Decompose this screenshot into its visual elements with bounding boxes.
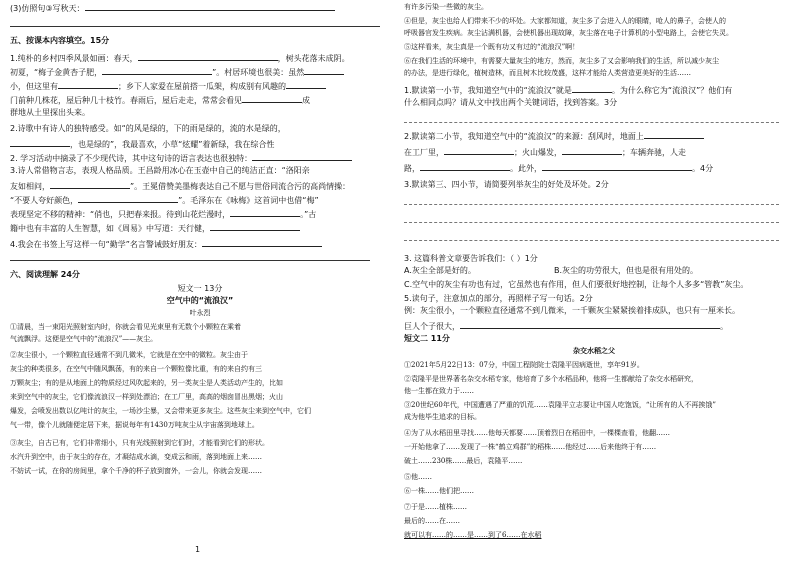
answer-rule[interactable]: [404, 122, 779, 123]
option-a[interactable]: A.灰尘全部是好的。: [404, 266, 476, 275]
reading-1-line: 水汽升到空中，由于灰尘的存在，才凝结成水滴，变成云和雨，落到地面上来……: [10, 453, 262, 461]
answer-blank[interactable]: [85, 2, 335, 11]
question-5-example: 例：灰尘很小，一个颗粒直径通常不到几微米，一千颗灰尘紧紧挨着排成队，也只有一厘米长。: [404, 306, 740, 315]
reading-1-line: 的办法，是进行绿化，植树造林，而且树木比较茂盛，这样才能给人类营造更美好的生活……: [404, 69, 691, 77]
answer-rule[interactable]: [10, 260, 370, 261]
question-2-line-3: 路， 。此外， 。4分: [404, 164, 714, 173]
reading-2-title: 杂交水稻之父: [573, 346, 615, 355]
reading-2-label: 短文二 11分: [404, 334, 450, 343]
answer-blank[interactable]: [252, 152, 352, 161]
para-5-line: 4.我会在书签上写这样一句“勤学”名言警诫鼓好朋友：: [10, 238, 322, 250]
reading-2-line: ④为了从水稻田里寻找……他每天都要……顶着烈日在稻田中，一棵棵查看，他翻……: [404, 429, 670, 437]
reading-2-line: ②袁隆平是世界著名杂交水稻专家，他培育了多个水稻品种，他将一生都献给了杂交水稻研究，: [404, 375, 698, 383]
reading-2-line: ③20世纪60年代，中国遭遇了严重的饥荒……袁隆平立志要让中国人吃饱饭，“让所有的人不再挨饿”: [404, 401, 716, 409]
answer-rule[interactable]: [404, 204, 779, 205]
section-5-title: 五、按课本内容填空。15分: [10, 36, 110, 45]
reading-1-line: ⑥在我们生活的环境中，有需要大量灰尘的地方，然而，灰尘多了又会影响我们的生活，所以减少灰尘: [404, 57, 719, 65]
answer-rule[interactable]: [404, 240, 779, 241]
reading-2-line: 最后的……在……: [404, 517, 460, 525]
reading-1-author: 叶永烈: [189, 309, 211, 317]
page-number: 1: [195, 545, 201, 554]
answer-rule[interactable]: [10, 26, 380, 27]
reading-1-line: ③灰尘，自古已有，它们非常细小，只有光线照射到它们时，才能看到它们的形状。: [10, 439, 269, 447]
answer-blank[interactable]: [202, 238, 322, 247]
answer-blank[interactable]: [304, 66, 344, 75]
reading-1-line: ②灰尘很小，一个颗粒直径通常不到几微米，它就是在空中的微粒。灰尘由于: [10, 351, 248, 359]
section-6-title: 六、阅读理解 24分: [10, 270, 80, 279]
answer-blank[interactable]: [644, 130, 704, 139]
reading-1-line: 气流飘浮。这便是空气中的“流浪汉”——灰尘。: [10, 335, 158, 343]
reading-1-line: 灰尘的种类很多，在空气中随风飘荡，有的来自一个颗粒像比重，有的来自约有三: [10, 365, 262, 373]
option-b[interactable]: B.灰尘的功劳很大，但也是很有用处的。: [554, 266, 699, 275]
answer-blank[interactable]: [420, 162, 510, 171]
left-page: [10, 0, 390, 561]
answer-blank[interactable]: [102, 66, 212, 75]
reading-2-line: ⑤他……: [404, 473, 432, 481]
para-4-line-4: 表现坚定不移的精神：“俏也，只把春来报。待到山花烂漫时， 。”古: [10, 210, 317, 219]
reading-1-continuation: 有许多污染一些微的灰尘。: [404, 3, 488, 11]
para-4-line-5: 籍中也有丰富的人生智慧，如《周易》中写道：天行健，: [10, 222, 300, 234]
para-2-line-1: 2.诗歌中有诗人的独特感受。如“的风是绿的，下的雨是绿的，流的水是绿的，: [10, 124, 286, 133]
reading-1-line: 万颗灰尘；有的是从地面上的物质经过风吹起来的，另一类灰尘是人类活动产生的，比如: [10, 379, 283, 387]
reading-1-line: ④但是，灰尘也给人们带来不少的坏处。大家都知道，灰尘多了会进入人的眼睛，呛人的鼻子，会使人的: [404, 17, 726, 25]
reading-1-line: 来到空气中的灰尘，它们像流浪汉一样到处漂泊；在工厂里，高高的烟囱冒出黑烟；火山: [10, 393, 283, 401]
para-1-line-4: 门前种几株花，屋后种几十枝竹。春雨后，屋后走走，常常会看见 成: [10, 96, 310, 105]
answer-blank[interactable]: [444, 146, 514, 155]
answer-blank[interactable]: [286, 80, 326, 89]
answer-blank[interactable]: [542, 162, 692, 171]
reading-1-line: 不妨试一试，在你的房间里，拿个千净的杯子放到窗外，一会儿，你就会发现……: [10, 467, 262, 475]
answer-blank[interactable]: [230, 208, 300, 217]
para-1-line-3: 小，但这里有 ；乡下人家爱在屋前搭一瓜架，构成别有风趣的: [10, 80, 326, 92]
answer-blank[interactable]: [78, 194, 178, 203]
question-5-answer: 巨人个子很大， 。: [404, 322, 728, 331]
reading-1-line: ①清晨，当一束阳光照射室内时，你就会看见光束里有无数个小颗粒在乘着: [10, 323, 241, 331]
para-4-line-1: 3.诗人常借物言志，表现人格品质。王昌龄用冰心在玉壶中自己的纯洁正直：“洛阳亲: [10, 166, 310, 175]
question-3: 3.默读第三、四小节，请简要列举灰尘的好处及坏处。2分: [404, 180, 609, 189]
question-2-line-2: 在工厂里， ；火山爆发， ；车辆奔驰，人走: [404, 148, 686, 157]
q3-text: (3)仿照句③写秋天：: [10, 4, 85, 13]
para-4-line-2: 友如相问， ”。王冕借赞美墨梅表达自己不愿与世俗同流合污的高尚情操：: [10, 182, 351, 191]
question-4: 3. 这篇科普文章要告诉我们：（ ）1分: [404, 254, 538, 263]
para-2-line-2: ，也是绿的”，我最喜欢，小草“炫耀”着新绿，我在综合性: [10, 138, 274, 150]
answer-blank[interactable]: [242, 94, 302, 103]
reading-1-line: 呼吸器官发生疾病。灰尘沾满机器，会使机器出现故障，灰尘落在电子计算机的小型电路上，会使它失灵。: [404, 29, 733, 37]
answer-rule[interactable]: [404, 222, 779, 223]
reading-2-line: 他一生都在致力于……: [404, 387, 474, 395]
question-2-line-1: 2.默读第二小节，我知道空气中的“流浪汉”的来源：刮风时，地面上: [404, 130, 704, 142]
question-1-line-2: 什么相同点吗？请从文中找出两个关键词语，找到答案。3分: [404, 98, 618, 107]
answer-blank[interactable]: [210, 222, 300, 231]
reading-1-label: 短文一 13分: [177, 284, 223, 293]
para-1-line-1: 1.纯朴的乡村四季风景如画：春天， ，树头花落未成阴。: [10, 54, 350, 63]
para-1-line-5: 群地从土里探出头来。: [10, 108, 90, 117]
question-5: 5.读句子，注意加点的部分，再照样子写一句话。2分: [404, 294, 593, 303]
option-c[interactable]: C.空气中的灰尘有功也有过，它虽然也有作用，但人们要很好地控制，让每个人多多“管教”灰尘。: [404, 280, 749, 289]
answer-blank[interactable]: [572, 84, 612, 93]
para-1-line-2: 初夏，“梅子金黄杏子肥， ”。村居环境也很美：虽然: [10, 66, 344, 78]
reading-2-line: ①2021年5月22日13：07分，中国工程院院士袁隆平因病逝世，享年91岁。: [404, 361, 644, 369]
para-3-line: 2. 学习活动中摘录了不少现代诗，其中这句诗的语言表达也很独特：: [10, 152, 352, 164]
reading-2-line: 成为他毕生追求的目标。: [404, 413, 481, 421]
para-4-line-3: “不要人夸好颜色， ”。毛泽东在《咏梅》这首词中也借“梅”: [10, 196, 319, 205]
reading-1-line: 爆发，会喷发出数以亿吨计的灰尘，一场沙尘暴，又会带来更多灰尘。这些灰尘来到空气中，它们: [10, 407, 311, 415]
reading-2-line: 破土……230株……最后，袁隆平……: [404, 457, 523, 465]
question-1-line-1: 1.默读第一小节，我知道空气中的“流浪汉”就是 。为什么称它为“流浪汉”？他们有: [404, 86, 733, 95]
q3-line: [10, 2, 335, 14]
answer-blank[interactable]: [50, 180, 130, 189]
reading-1-line: 气一带，像个儿就随便定居下来，据说每年有1430万吨灰尘从宇宙落到地球上。: [10, 421, 259, 429]
reading-2-underlined-line: 就可以有……的……是……到了6……在水稻: [404, 531, 542, 539]
right-page: [404, 0, 784, 561]
reading-2-line: ⑦于是……植株……: [404, 503, 467, 511]
answer-blank[interactable]: [138, 52, 278, 61]
answer-blank[interactable]: [562, 146, 622, 155]
answer-blank[interactable]: [10, 138, 70, 147]
reading-1-line: ⑤这样看来，灰尘真是一个既有功又有过的“流浪汉”啊！: [404, 43, 580, 51]
reading-1-title: 空气中的“流浪汉”: [166, 296, 234, 305]
reading-2-line: 一开始他拿了……发现了一株“鹤立鸡群”的稻株……他经过……后来他终于有……: [404, 443, 657, 451]
answer-blank[interactable]: [58, 80, 118, 89]
answer-blank[interactable]: [460, 320, 720, 329]
reading-2-line: ⑥一株……他们把……: [404, 487, 474, 495]
